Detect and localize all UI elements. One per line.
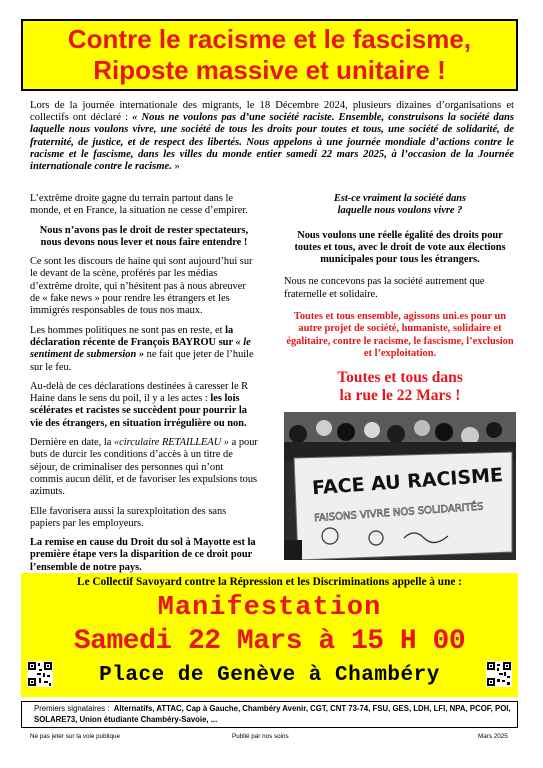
intro-plain: Lors de la journée internationale des migrants, le 18 Décembre 2024, plusieurs dizaines d’organisations et collectifs ont déclaré :	[30, 100, 514, 124]
left-p3: Ce sont les discours de haine qui sont aujourd’hui sur le devant de la scène, proférés par les médias d’extrême droite, qui n’hésitent pas à nous abreuver de « fake news » pour rendre les étrangers et les immigrés responsables de tous nos maux.	[30, 256, 253, 317]
qr-code-icon	[486, 661, 512, 687]
signatories-box	[21, 701, 518, 728]
protest-photo	[284, 412, 516, 560]
footer-right: Mars 2025	[478, 733, 508, 740]
right-rally-1: Toutes et tous dans	[337, 369, 463, 387]
call-to-action-box	[21, 573, 518, 697]
right-question	[284, 193, 516, 218]
left-p6a: Dernière en date, la	[30, 437, 114, 449]
qr-code-icon	[27, 661, 53, 687]
title-banner	[21, 19, 518, 91]
right-q1: Est-ce vraiment la société dans	[333, 193, 467, 204]
banner-line-1: FACE AU RACISME	[311, 464, 504, 500]
left-p1: L’extrême droite gagne du terrain partout dans le monde, et en France, la situation ne cesse d’empirer.	[30, 193, 248, 217]
intro-close: »	[171, 161, 180, 173]
left-p5	[30, 381, 258, 430]
call-intro: Le Collectif Savoyard contre la Répression et les Discriminations appelle à une :	[77, 576, 462, 588]
intro-paragraph	[30, 100, 514, 173]
protest-photo-image	[284, 412, 516, 560]
right-column	[284, 193, 516, 412]
signatories-label: Premiers signataires :	[34, 704, 110, 713]
right-q2: laquelle nous voulons vivre ?	[337, 205, 463, 217]
footer-center: Publié par nos soins	[232, 733, 289, 740]
left-p8: La remise en cause du Droit du sol à Mayotte est la première étape vers la disparition de ce droit pour l’ensemble de notre pays.	[30, 537, 256, 573]
left-p5a: Au-delà de ces déclarations destinées à caresser le R Haine dans le sens du poil, il y a les actes :	[30, 380, 249, 405]
call-datetime: Samedi 22 Mars à 15 H 00	[73, 626, 466, 657]
left-p4d: ne fait que jeter de l’huile sur le feu.	[30, 349, 254, 373]
footer-left: Ne pas jeter sur la voie publique	[30, 733, 120, 740]
banner-line-2: FAISONS VIVRE NOS SOLIDARITÉS	[313, 501, 484, 525]
left-p4	[30, 325, 258, 374]
left-p5b: les lois scélérates et racistes se succèdent pour pourrir la vie des étrangers, en situation irrégulière ou non.	[30, 393, 247, 429]
left-p4b: la déclaration récente de François BAYROU sur	[30, 324, 236, 348]
right-b1: Nous voulons une réelle égalité des droits pour toutes et tous, avec le droit de vote aux élections municipales pour tous les étrangers.	[294, 229, 506, 266]
left-p6b: «circulaire RETAILLEAU »	[113, 437, 230, 449]
right-rally	[284, 369, 516, 405]
title-line-1: Contre le racisme et le fascisme,	[67, 24, 472, 54]
right-rally-2: la rue le 22 Mars !	[339, 387, 461, 405]
left-p6c: a pour buts de durcir les conditions d’accès à un titre de séjour, de criminaliser des personnes qui n’ont commis aucun délit, et de favoriser les expulsions tous azimuts.	[30, 437, 258, 498]
signatories-list: Alternatifs, ATTAC, Cap à Gauche, Chambéry Avenir, CGT, CNT 73-74, FSU, GES, LDH, LFI, NPA, PCOF, POI, SOLARE73, Union étudiante Chambéry-Savoie, ...	[34, 704, 511, 724]
call-event: Manifestation	[157, 593, 382, 623]
right-p1: Nous ne concevons pas la société autrement que fraternelle et solidaire.	[284, 276, 485, 300]
left-p4a: Les hommes politiques ne sont pas en reste, et	[30, 324, 226, 336]
intro-quote: « Nous ne voulons pas d’une société raciste. Ensemble, construisons la société dans laquelle nous voulons vivre, une société de tous les droits pour toutes et tous, une société de solidarité, de fraternité, de justice, et de respect des libertés. Nous appelons à une journée mondiale d’actions contre le racisme et le fascisme, dans les villes du monde entier samedi 22 mars 2025, à l’occasion de la Journée internationale contre le racisme.	[30, 112, 515, 173]
left-p4c: « le sentiment de submersion »	[30, 336, 251, 361]
left-p2: Nous n’avons pas le droit de rester spectateurs, nous devons nous lever et nous faire entendre !	[39, 224, 249, 248]
title-line-2: Riposte massive et unitaire !	[93, 55, 446, 85]
left-p6	[30, 437, 258, 498]
left-column	[30, 193, 258, 581]
call-place: Place de Genève à Chambéry	[99, 664, 440, 687]
left-p7: Elle favorisera aussi la surexploitation des sans papiers par les employeurs.	[30, 505, 227, 529]
right-red-call: Toutes et tous ensemble, agissons uni.es pour un autre projet de société, humaniste, solidaire et égalitaire, contre le racisme, le fascisme, l’exclusion et l’exploitation.	[286, 311, 514, 359]
